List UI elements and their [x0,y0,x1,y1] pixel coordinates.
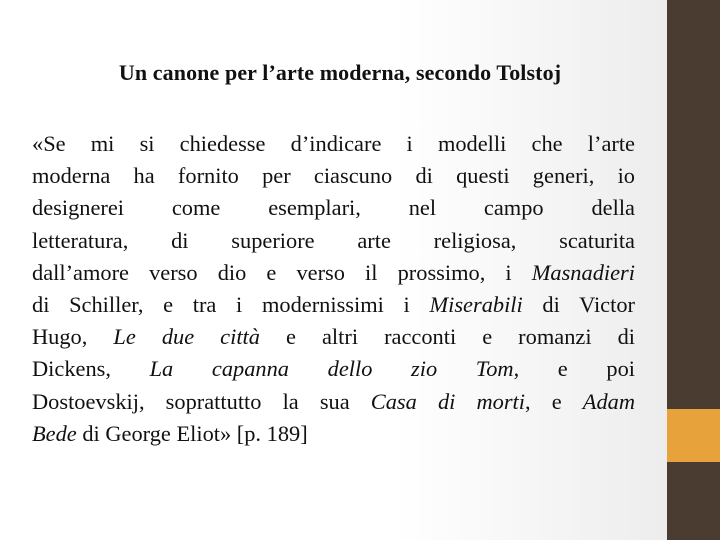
quote-line: moderna ha fornito per ciascuno di questi generi, io [32,163,635,189]
slide-title: Un canone per l’arte moderna, secondo Tolstoj [118,60,562,85]
quote-line: letteratura, di superiore arte religiosa, scaturita [32,227,635,253]
quote-line [32,257,635,289]
quote-fragment: di George Eliot» [p. 189] [76,420,308,446]
quote-fragment: Dickens, [32,356,150,382]
quote-fragment: di Schiller, e tra i modernissimi i [32,292,430,318]
work-title-masnadieri: Masnadieri [531,259,635,285]
quote-fragment: dall’amore verso dio e verso il prossimo, i [32,259,532,285]
work-title-casa-di-morti: Casa di morti [370,388,525,414]
work-title-capanna-zio-tom: La capanna dello zio Tom [149,356,514,382]
quote-text [32,128,635,450]
quote-line [32,386,635,418]
quote-fragment: , e poi [513,356,635,382]
quote-line: designerei come esemplari, nel campo della [32,195,635,221]
quote-line [32,418,635,450]
quote-fragment: Dostoevskij, soprattutto la sua [32,388,371,414]
work-title-adam-bede: Adam [582,388,636,414]
quote-fragment: , e [525,388,583,414]
quote-line [32,289,635,321]
quote-line: «Se mi si chiedesse d’indicare i modelli che l’arte [32,131,635,156]
work-title-adam-bede-cont: Bede [32,420,77,446]
work-title-miserabili: Miserabili [429,292,523,318]
quote-line [32,353,635,385]
quote-fragment: di Victor [522,292,635,318]
quote-line [32,321,635,353]
work-title-le-due-citta: Le due città [113,324,260,350]
quote-fragment: Hugo, [32,324,114,350]
quote-fragment: e altri racconti e romanzi di [259,324,635,350]
accent-square [667,409,720,462]
